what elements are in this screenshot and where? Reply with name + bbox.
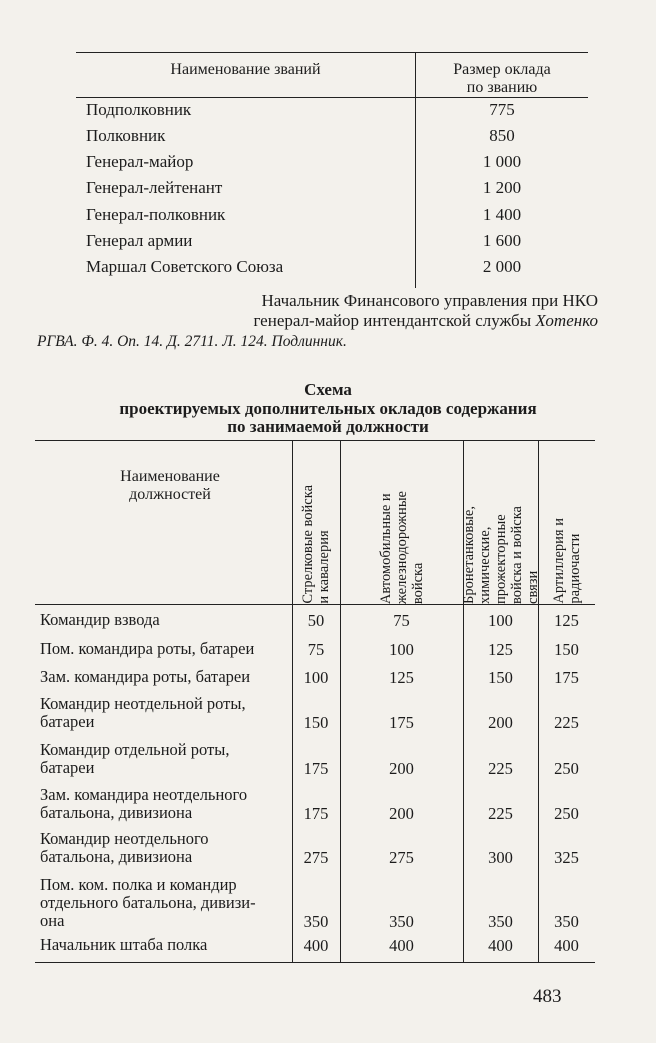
position-name: Командир неотдельной роты, батареи	[40, 694, 246, 731]
position-name: Зам. командира неотдельного батальона, дивизиона	[40, 785, 248, 822]
column-header-auto-railway	[340, 440, 463, 604]
salary-column-header: Размер оклада по званию	[453, 61, 551, 96]
salary-cell: 175	[389, 713, 414, 732]
salary-cell: 225	[488, 759, 513, 778]
salary-cell: 125	[488, 640, 513, 659]
salary-cell: 75	[393, 611, 410, 630]
salary-cell: 350	[554, 912, 579, 931]
salary-cell: 225	[554, 713, 579, 732]
rank-name: Генерал-лейтенант	[86, 178, 223, 197]
rank-column-header: Наименование званий	[170, 61, 321, 78]
salary-cell: 200	[389, 804, 414, 823]
rank-salary: 1 600	[482, 231, 522, 250]
rank-salary: 850	[489, 126, 515, 145]
position-name: Командир взвода	[40, 610, 160, 629]
column-header-label: Бронетанковые, химические, прожекторные войска и войска связи	[460, 506, 541, 604]
table-row	[76, 152, 588, 178]
rank-name: Полковник	[86, 126, 166, 145]
salary-cell: 350	[303, 912, 329, 931]
rank-name: Генерал-майор	[86, 152, 194, 171]
signature-line-1: Начальник Финансового управления при НКО	[261, 291, 598, 310]
salary-cell: 175	[303, 759, 329, 778]
position-name: Зам. командира роты, батареи	[40, 667, 251, 686]
table-row	[76, 178, 588, 204]
salary-cell: 275	[389, 848, 414, 867]
page-number: 483	[533, 986, 562, 1007]
table-row	[76, 100, 588, 126]
rank-salary: 775	[489, 100, 515, 119]
salary-cell: 100	[303, 668, 329, 687]
salary-cell: 400	[303, 936, 329, 955]
signature-name: Хотенко	[535, 311, 598, 330]
salary-cell: 400	[389, 936, 414, 955]
position-name: Начальник штаба полка	[40, 935, 208, 954]
salary-cell: 75	[307, 640, 325, 659]
signature-line-2	[210, 311, 598, 331]
salary-cell: 225	[488, 804, 513, 823]
salary-cell: 150	[554, 640, 579, 659]
position-name: Командир отдельной роты, батареи	[40, 740, 230, 777]
position-column-header: Наименование должностей	[120, 468, 220, 503]
schema-subtitle: по занимаемой должности	[227, 417, 429, 436]
salary-cell: 350	[389, 912, 414, 931]
salary-cell: 325	[554, 848, 579, 867]
column-header-label: Стрелковые войска и кавалерия	[300, 485, 332, 604]
position-name: Пом. командира роты, батареи	[40, 639, 255, 658]
table-row	[76, 205, 588, 231]
salary-cell: 100	[389, 640, 414, 659]
column-header-label: Артиллерия и радиочасти	[550, 518, 583, 604]
rank-name: Генерал-полковник	[86, 205, 226, 224]
table-rule	[35, 604, 595, 605]
salary-cell: 250	[554, 804, 579, 823]
salary-cell: 400	[554, 936, 579, 955]
salary-cell: 275	[303, 848, 329, 867]
schema-subtitle: проектируемых дополнительных окладов содержания	[119, 399, 537, 418]
schema-title: Схема	[304, 380, 352, 399]
salary-cell: 150	[488, 668, 513, 687]
salary-cell: 250	[554, 759, 579, 778]
table-row	[76, 126, 588, 152]
rank-salary: 1 400	[482, 205, 522, 224]
rank-name: Генерал армии	[86, 231, 193, 250]
column-header-armored	[460, 440, 541, 604]
salary-cell: 150	[303, 713, 329, 732]
salary-cell: 400	[488, 936, 513, 955]
salary-cell: 175	[303, 804, 329, 823]
salary-cell: 100	[488, 611, 513, 630]
salary-cell: 200	[488, 713, 513, 732]
rank-salary: 2 000	[482, 257, 522, 276]
salary-cell: 50	[307, 611, 325, 630]
table-rule	[76, 97, 588, 98]
column-header-rifle-cavalry	[292, 440, 340, 604]
table-rule	[76, 52, 588, 53]
rank-salary: 1 200	[482, 178, 522, 197]
salary-cell: 175	[554, 668, 579, 687]
salary-cell: 200	[389, 759, 414, 778]
salary-cell: 350	[488, 912, 513, 931]
column-header-artillery	[538, 440, 595, 604]
signature-title: генерал-майор интендантской службы	[253, 311, 532, 330]
column-header-label: Автомобильные и железнодорожные войска	[377, 490, 426, 604]
table-row	[76, 231, 588, 257]
position-name: Пом. ком. полка и командир отдельного батальона, дивизи- она	[40, 875, 256, 930]
rank-name: Маршал Советского Союза	[86, 257, 284, 276]
table-rule	[35, 962, 595, 963]
archive-reference: РГВА. Ф. 4. Оп. 14. Д. 2711. Л. 124. Подлинник.	[37, 333, 347, 350]
rank-name: Подполковник	[86, 100, 192, 119]
salary-cell: 125	[389, 668, 414, 687]
rank-salary: 1 000	[482, 152, 522, 171]
salary-cell: 125	[554, 611, 579, 630]
salary-cell: 300	[488, 848, 513, 867]
position-name: Командир неотдельного батальона, дивизиона	[40, 829, 209, 866]
table-row	[76, 257, 588, 283]
